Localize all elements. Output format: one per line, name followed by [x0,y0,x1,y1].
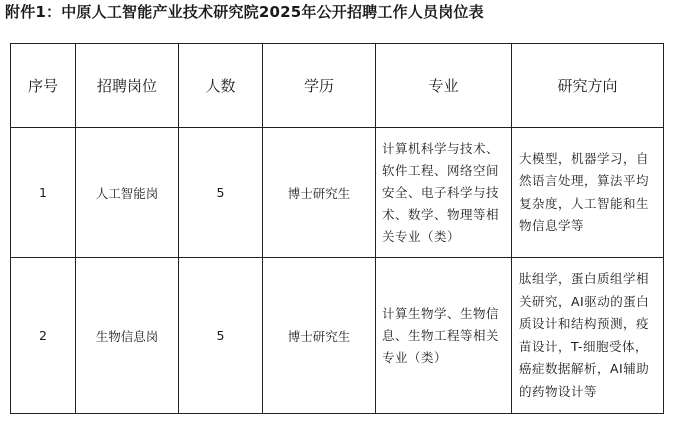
cell-index: 1 [11,128,76,258]
header-count: 人数 [179,44,263,128]
cell-position: 人工智能岗 [76,128,179,258]
cell-count: 5 [179,128,263,258]
header-position: 招聘岗位 [76,44,179,128]
cell-major: 计算机科学与技术、软件工程、网络空间安全、电子科学与技术、数学、物理等相关专业（类） [376,128,512,258]
cell-position: 生物信息岗 [76,258,179,414]
table-row [11,128,664,258]
cell-index: 2 [11,258,76,414]
table-row [11,258,664,414]
header-education: 学历 [263,44,376,128]
cell-education: 博士研究生 [263,258,376,414]
cell-research: 肽组学，蛋白质组学相关研究，AI驱动的蛋白质设计和结构预测，疫苗设计，T-细胞受体，癌症数据解析，AI辅助的药物设计等 [512,258,664,414]
positions-table [10,43,664,414]
header-research: 研究方向 [512,44,664,128]
table-header-row [11,44,664,128]
cell-count: 5 [179,258,263,414]
cell-research: 大模型，机器学习，自然语言处理，算法平均复杂度，人工智能和生物信息学等 [512,128,664,258]
header-major: 专业 [376,44,512,128]
header-index: 序号 [11,44,76,128]
page-title: 附件1：中原人工智能产业技术研究院2025年公开招聘工作人员岗位表 [5,3,484,21]
cell-major: 计算生物学、生物信息、生物工程等相关专业（类） [376,258,512,414]
cell-education: 博士研究生 [263,128,376,258]
